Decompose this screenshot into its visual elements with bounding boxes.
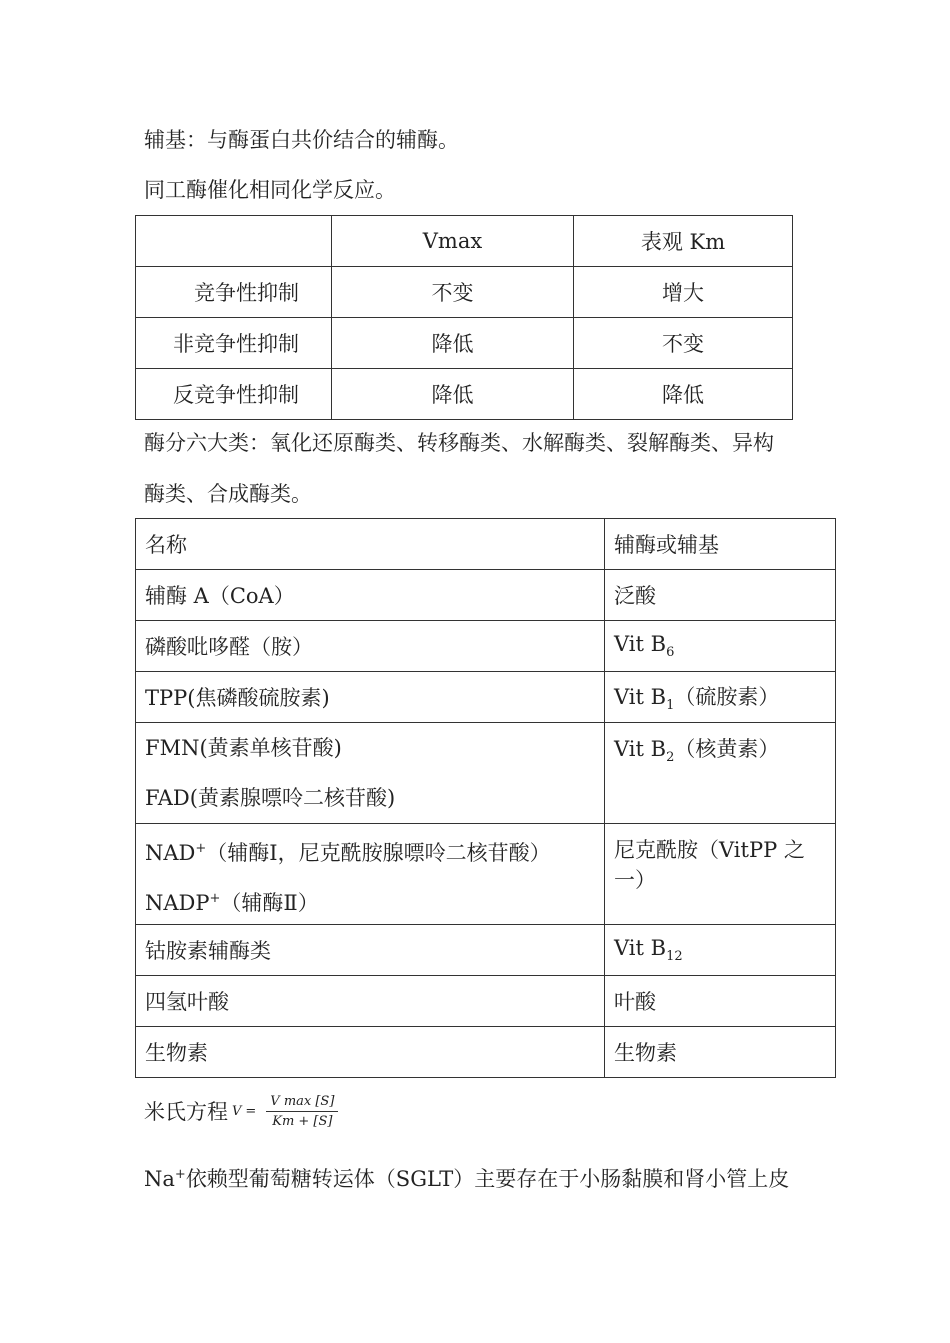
- paragraph-isoenzyme: 同工酶催化相同化学反应。: [144, 178, 396, 202]
- formula-numerator: V max [S]: [266, 1094, 338, 1112]
- vit-note: （核黄素）: [674, 737, 780, 761]
- formula-lhs: V: [232, 1103, 242, 1119]
- header-cell-km: 表观 Km: [574, 216, 793, 267]
- table-row: [136, 369, 793, 420]
- paragraph-enzyme-classes-line2: 酶类、合成酶类。: [144, 482, 312, 506]
- header-cell-name: 名称: [136, 519, 605, 570]
- table-row: [136, 925, 836, 976]
- coenzyme-cell: 尼克酰胺（VitPP 之一）: [605, 824, 836, 925]
- vit-subscript: 6: [666, 645, 675, 661]
- table-row: [136, 570, 836, 621]
- paragraph-sglt: [144, 1160, 789, 1194]
- km-cell: 不变: [574, 318, 793, 369]
- header-cell-vmax: Vmax: [332, 216, 574, 267]
- table-row: [136, 1027, 836, 1078]
- vit-subscript: 1: [666, 698, 675, 714]
- inhibition-table: [135, 215, 793, 420]
- name-cell: TPP(焦磷酸硫胺素): [136, 672, 605, 723]
- nad-label: NAD: [145, 841, 196, 865]
- table-row: [136, 723, 836, 824]
- nad-superscript: +: [195, 841, 207, 856]
- vit-subscript: 12: [666, 949, 683, 965]
- name-cell: 钴胺素辅酶类: [136, 925, 605, 976]
- sodium-superscript: +: [174, 1167, 186, 1182]
- name-cell: 辅酶 A（CoA）: [136, 570, 605, 621]
- coenzyme-cell: 泛酸: [605, 570, 836, 621]
- table-row: [136, 672, 836, 723]
- formula-fraction: [266, 1094, 338, 1129]
- name-line: FAD(黄素腺嘌呤二核苷酸): [145, 786, 396, 810]
- coenzyme-cell: [605, 723, 836, 824]
- nad-note: （辅酶Ⅰ，尼克酰胺腺嘌呤二核苷酸）: [206, 841, 551, 865]
- coenzyme-table: [135, 518, 836, 1078]
- sodium-label: Na: [144, 1167, 175, 1191]
- nadp-note: （辅酶Ⅱ）: [220, 891, 319, 915]
- vit-label: Vit B: [614, 631, 667, 656]
- nadp-label: NADP: [145, 891, 210, 915]
- row-label: 非竞争性抑制: [136, 318, 332, 369]
- header-cell-empty: [136, 216, 332, 267]
- formula-equals: =: [245, 1103, 257, 1119]
- vit-label: Vit B: [614, 737, 667, 761]
- vmax-cell: 降低: [332, 318, 574, 369]
- row-label: 反竞争性抑制: [136, 369, 332, 420]
- km-cell: 降低: [574, 369, 793, 420]
- formula-label: 米氏方程: [144, 1100, 228, 1124]
- table-header-row: [136, 216, 793, 267]
- coenzyme-cell: 叶酸: [605, 976, 836, 1027]
- name-cell: [136, 824, 605, 925]
- vmax-cell: 降低: [332, 369, 574, 420]
- table-header-row: [136, 519, 836, 570]
- vmax-cell: 不变: [332, 267, 574, 318]
- vit-label: Vit B: [614, 684, 667, 709]
- vit-subscript: 2: [666, 750, 675, 766]
- row-label: 竞争性抑制: [136, 267, 332, 318]
- sglt-text: 依赖型葡萄糖转运体（SGLT）主要存在于小肠黏膜和肾小管上皮: [185, 1167, 790, 1191]
- name-line: FMN(黄素单核苷酸): [145, 736, 342, 760]
- table-row: [136, 976, 836, 1027]
- table-row: [136, 824, 836, 925]
- table-row: [136, 318, 793, 369]
- header-cell-coenzyme: 辅酶或辅基: [605, 519, 836, 570]
- name-line: [145, 884, 604, 914]
- vit-label: Vit B: [614, 935, 667, 960]
- michaelis-equation: [144, 1088, 338, 1134]
- table-row: [136, 621, 836, 672]
- vit-note: （硫胺素）: [674, 684, 780, 709]
- name-cell: 四氢叶酸: [136, 976, 605, 1027]
- name-cell: 磷酸吡哆醛（胺）: [136, 621, 605, 672]
- paragraph-enzyme-classes-line1: 酶分六大类：氧化还原酶类、转移酶类、水解酶类、裂解酶类、异构: [144, 431, 774, 455]
- km-cell: 增大: [574, 267, 793, 318]
- nadp-superscript: +: [209, 891, 221, 906]
- coenzyme-cell: [605, 925, 836, 976]
- table-row: [136, 267, 793, 318]
- coenzyme-cell: [605, 621, 836, 672]
- name-line: [145, 834, 604, 884]
- coenzyme-cell: 生物素: [605, 1027, 836, 1078]
- name-cell: [136, 723, 605, 824]
- coenzyme-cell: [605, 672, 836, 723]
- name-cell: 生物素: [136, 1027, 605, 1078]
- formula-denominator: Km + [S]: [272, 1113, 333, 1129]
- paragraph-prosthetic-group: 辅基：与酶蛋白共价结合的辅酶。: [144, 128, 459, 152]
